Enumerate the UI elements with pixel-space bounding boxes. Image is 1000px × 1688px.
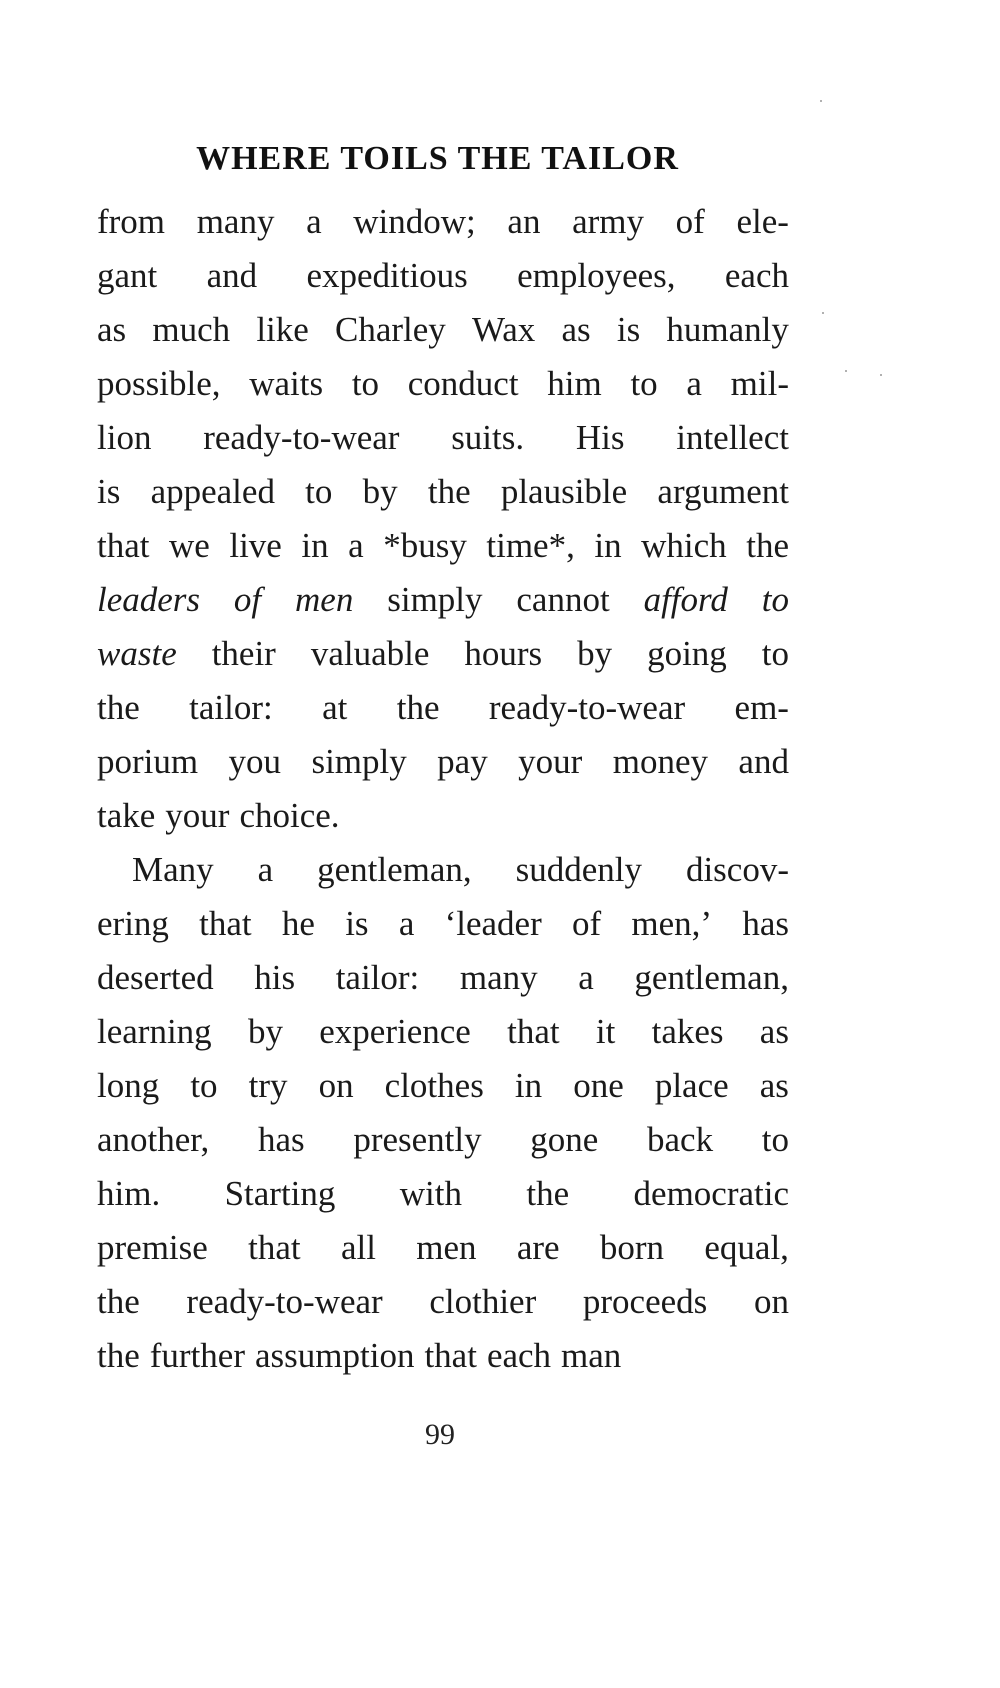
- word: mil-: [730, 364, 789, 403]
- word: conduct: [407, 364, 519, 403]
- text-line: [97, 627, 789, 681]
- word: learning: [97, 1012, 212, 1051]
- word: and: [206, 256, 258, 295]
- word: tailor:: [189, 688, 273, 727]
- text-line: [97, 303, 789, 357]
- text-line: [97, 1005, 789, 1059]
- word: the: [97, 1282, 140, 1321]
- word: simply: [311, 742, 407, 781]
- word: experience: [319, 1012, 471, 1051]
- word: going: [647, 634, 727, 673]
- word: His: [575, 418, 625, 457]
- word: intellect: [676, 418, 789, 457]
- word: hours: [464, 634, 543, 673]
- text-line: [97, 951, 789, 1005]
- word: a: [257, 850, 274, 889]
- text-line: [97, 1329, 789, 1383]
- word: ‘leader: [444, 904, 542, 943]
- word: to: [351, 364, 380, 403]
- word: we: [169, 526, 210, 565]
- word: each: [724, 256, 789, 295]
- word: a: [348, 526, 364, 565]
- word: deserted: [97, 958, 214, 997]
- word: him.: [97, 1174, 161, 1213]
- word: born: [599, 1228, 665, 1267]
- word: in: [594, 526, 622, 565]
- word: the: [746, 526, 789, 565]
- word: takes: [651, 1012, 724, 1051]
- word: to: [630, 364, 658, 403]
- word: equal,: [704, 1228, 789, 1267]
- word: many: [459, 958, 538, 997]
- text-line: [97, 897, 789, 951]
- word: Charley: [335, 310, 446, 349]
- word: that: [248, 1228, 301, 1267]
- word: as: [561, 310, 591, 349]
- word: time*,: [486, 526, 575, 565]
- text-line: [97, 681, 789, 735]
- text-line: [97, 465, 789, 519]
- word: lion: [97, 418, 152, 457]
- word: Many: [132, 850, 214, 889]
- word: of: [675, 202, 705, 241]
- text-line: [97, 735, 789, 789]
- word: employees,: [517, 256, 676, 295]
- word: is: [345, 904, 369, 943]
- print-speck: [880, 374, 882, 376]
- word: in: [301, 526, 329, 565]
- word: gentleman,: [634, 958, 789, 997]
- word: presently: [353, 1120, 482, 1159]
- word: of: [233, 580, 262, 619]
- word: cannot: [516, 580, 610, 619]
- word: he: [281, 904, 315, 943]
- word: it: [595, 1012, 616, 1051]
- word: has: [257, 1120, 305, 1159]
- print-speck: [845, 370, 847, 372]
- word: humanly: [666, 310, 789, 349]
- word: porium: [97, 742, 199, 781]
- word: much: [152, 310, 231, 349]
- word: gant: [97, 256, 158, 295]
- word: by: [362, 472, 398, 511]
- word: ready-to-wear: [488, 688, 686, 727]
- word: the: [97, 688, 140, 727]
- word: pay: [437, 742, 488, 781]
- word: expeditious: [306, 256, 468, 295]
- word: are: [516, 1228, 560, 1267]
- word: an: [507, 202, 541, 241]
- word: clothes: [384, 1066, 484, 1105]
- text-line: [97, 357, 789, 411]
- text-line: [97, 573, 789, 627]
- word: one: [573, 1066, 624, 1105]
- word: has: [742, 904, 789, 943]
- body-text: [97, 195, 789, 1383]
- word: back: [647, 1120, 714, 1159]
- running-head: WHERE TOILS THE TAILOR: [196, 140, 679, 177]
- word: tailor:: [335, 958, 420, 997]
- print-speck: [822, 312, 824, 314]
- word: as: [759, 1012, 789, 1051]
- word: try: [248, 1066, 288, 1105]
- word: like: [256, 310, 309, 349]
- word: to: [305, 472, 333, 511]
- word: the: [427, 472, 471, 511]
- word: suits.: [451, 418, 525, 457]
- word: ele-: [736, 202, 789, 241]
- word: place: [654, 1066, 729, 1105]
- word: ready-to-wear: [203, 418, 400, 457]
- word: ready-to-wear: [186, 1282, 383, 1321]
- word: as: [759, 1066, 789, 1105]
- word: from: [97, 202, 166, 241]
- word: the: [97, 1336, 140, 1375]
- word: on: [318, 1066, 354, 1105]
- word: leaders: [97, 580, 201, 619]
- word: his: [254, 958, 296, 997]
- word: men,’: [631, 904, 713, 943]
- word: possible,: [97, 364, 221, 403]
- word: gone: [530, 1120, 599, 1159]
- word: to: [761, 1120, 789, 1159]
- text-line: [97, 195, 789, 249]
- word: that: [199, 904, 252, 943]
- word: you: [228, 742, 282, 781]
- text-line: [97, 1059, 789, 1113]
- text-line: [97, 1167, 789, 1221]
- word: ering: [97, 904, 169, 943]
- word: simply: [387, 580, 483, 619]
- word: proceeds: [582, 1282, 708, 1321]
- word: is: [97, 472, 121, 511]
- text-line: [97, 519, 789, 573]
- word: discov-: [685, 850, 789, 889]
- word: him: [547, 364, 602, 403]
- word: *busy: [383, 526, 467, 565]
- word: to: [761, 634, 789, 673]
- word: another,: [97, 1120, 210, 1159]
- word: on: [753, 1282, 789, 1321]
- word: that: [97, 526, 150, 565]
- word: your: [165, 796, 230, 835]
- text-line: [97, 249, 789, 303]
- page-number: 99: [425, 1418, 455, 1451]
- word: by: [247, 1012, 283, 1051]
- text-line: [97, 1221, 789, 1275]
- word: by: [577, 634, 613, 673]
- word: Wax: [472, 310, 536, 349]
- word: the: [526, 1174, 570, 1213]
- word: plausible: [500, 472, 628, 511]
- word: window;: [353, 202, 476, 241]
- text-line: [97, 1275, 789, 1329]
- word: as: [97, 310, 127, 349]
- word: clothier: [429, 1282, 537, 1321]
- word: to: [190, 1066, 218, 1105]
- word: army: [572, 202, 645, 241]
- text-line: [97, 411, 789, 465]
- word: with: [399, 1174, 463, 1213]
- word: appealed: [150, 472, 275, 511]
- word: the: [396, 688, 440, 727]
- word: premise: [97, 1228, 208, 1267]
- text-line: [97, 789, 789, 843]
- word: in: [514, 1066, 543, 1105]
- text-line: [97, 1113, 789, 1167]
- text-line: [97, 843, 789, 897]
- word: choice.: [239, 796, 340, 835]
- word: democratic: [633, 1174, 789, 1213]
- word: valuable: [310, 634, 430, 673]
- word: a: [686, 364, 702, 403]
- word: money: [612, 742, 708, 781]
- word: each: [486, 1336, 552, 1375]
- word: that: [424, 1336, 477, 1375]
- word: suddenly: [515, 850, 642, 889]
- word: a: [306, 202, 322, 241]
- word: which: [641, 526, 727, 565]
- word: a: [578, 958, 594, 997]
- word: of: [572, 904, 602, 943]
- word: afford: [643, 580, 728, 619]
- word: assumption: [255, 1336, 415, 1375]
- word: em-: [734, 688, 789, 727]
- word: waste: [97, 634, 177, 673]
- word: argument: [657, 472, 789, 511]
- word: long: [97, 1066, 160, 1105]
- word: many: [196, 202, 275, 241]
- print-speck: [820, 100, 822, 102]
- word: and: [738, 742, 789, 781]
- word: men: [295, 580, 354, 619]
- word: men: [416, 1228, 477, 1267]
- word: is: [616, 310, 641, 349]
- word: take: [97, 796, 156, 835]
- word: gentleman,: [317, 850, 472, 889]
- word: man: [561, 1336, 622, 1375]
- word: Starting: [224, 1174, 336, 1213]
- word: to: [761, 580, 789, 619]
- word: at: [322, 688, 348, 727]
- word: further: [149, 1336, 245, 1375]
- word: that: [507, 1012, 560, 1051]
- word: waits: [249, 364, 324, 403]
- word: your: [518, 742, 583, 781]
- word: a: [398, 904, 415, 943]
- word: all: [340, 1228, 376, 1267]
- word: their: [211, 634, 276, 673]
- word: live: [229, 526, 282, 565]
